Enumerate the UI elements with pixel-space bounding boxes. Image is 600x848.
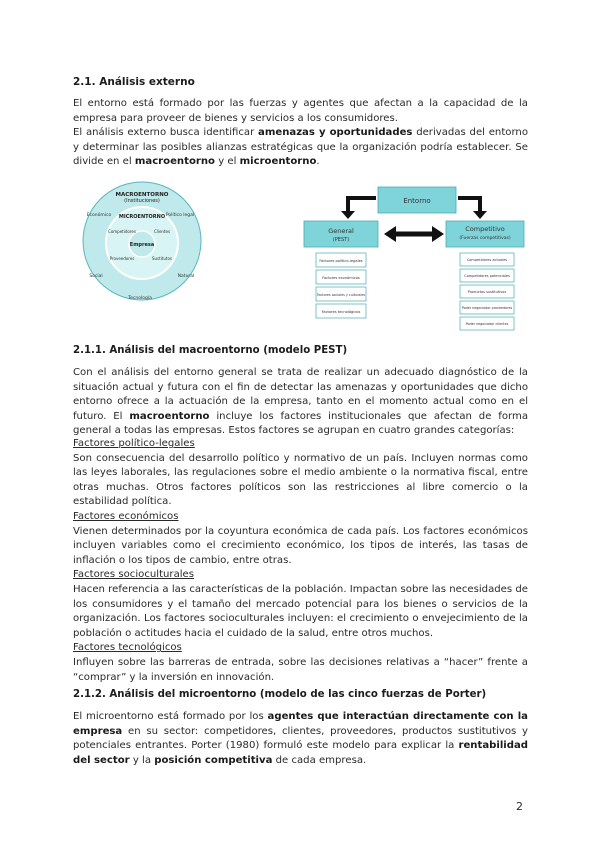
circle-label-suppliers: Proveedores <box>109 256 135 261</box>
general-title: General <box>328 227 354 235</box>
analysis-paragraph: El análisis externo busca identificar amenazas y oportunidades derivadas del entorno y determinar las posibles alianzas estratégicas que la organización podría establecer. Se divide en el macroentorno y el microentorno. <box>73 127 528 168</box>
page-number: 2 <box>516 800 523 813</box>
environment-flow-diagram <box>300 183 528 335</box>
factors-block <box>73 437 528 685</box>
double-arrow-left-head <box>384 226 396 242</box>
competitive-item: Competidores potenciales <box>464 274 510 278</box>
circle-label-political: Político legal <box>165 213 195 218</box>
micro-title: 2.1.2. Análisis del microentorno (modelo de las cinco fuerzas de Porter) <box>73 689 487 700</box>
general-item: Factores sociales y culturales <box>316 293 366 297</box>
company-label: Empresa <box>129 242 155 248</box>
factor-economic-title: Factores económicos <box>73 510 179 522</box>
arrow-right-head <box>473 211 487 219</box>
circle-label-tech: Tecnología <box>128 296 152 301</box>
circle-label-natural: Natural <box>177 274 195 279</box>
factor-political-text: Son consecuencia del desarrollo político y normativo de un país. Incluyen normas como las leyes laborales, las regulaciones sobre el medio ambiente o la normativa fiscal, entre otras muchas. Otros factores políticos son las restricciones al libre comercio o la estabilidad política. <box>73 452 528 508</box>
macro-sublabel: (Instituciones) <box>124 198 160 204</box>
competitive-item: Poder negociador proveedores <box>461 306 513 310</box>
general-item: Factores político-legales <box>319 259 363 263</box>
macro-label: MACROENTORNO <box>115 192 169 198</box>
competitive-title: Competitivo <box>465 225 505 233</box>
macro-paragraph: Con el análisis del entorno general se trata de realizar un adecuado diagnóstico de la situación actual y futura con el fin de detectar las amenazas y oportunidades que dicho entorno ofrece a la actuación de la empresa, tanto en el momento actual como en el futuro. El macroentorno incluye los factores institucionales que afectan de forma general a todas las empresas. Estos factores se agrupan en cuatro grandes categorías: <box>73 367 529 437</box>
competitive-subtitle: (Fuerzas competitivas) <box>459 236 511 241</box>
circle-label-substitutes: Sustitutos <box>151 256 173 261</box>
macro-title: 2.1.1. Análisis del macroentorno (modelo PEST) <box>73 345 348 356</box>
circle-label-social: Social <box>89 274 103 279</box>
general-item: Factores económicos <box>322 276 360 280</box>
arrow-left <box>348 198 376 211</box>
environment-circles-diagram <box>82 176 202 306</box>
competitive-item: Productos sustitutivos <box>467 290 507 294</box>
general-item: Factores tecnológicos <box>321 310 361 314</box>
factor-tech-text: Influyen sobre las barreras de entrada, sobre las decisiones relativas a “hacer” frente a “comprar” y la inversión en innovación. <box>73 656 528 683</box>
circle-label-economic: Económico <box>86 213 112 218</box>
circle-label-competitors: Competidores <box>108 229 136 234</box>
arrow-left-head <box>341 211 355 219</box>
micro-label: MICROENTORNO <box>118 214 166 220</box>
factor-political-title: Factores político-legales <box>73 438 195 449</box>
micro-paragraph: El microentorno está formado por los agentes que interactúan directamente con la empresa en su sector: competidores, clientes, proveedores, productos sustitutivos y potenciales entrantes. Porter (1980) formuló este modelo para explicar la rentabilidad del sector y la posición competitiva de cada empresa. <box>73 711 528 766</box>
intro-paragraph: El entorno está formado por las fuerzas y agentes que afectan a la capacidad de la empresa para proveer de bienes y servicios a los consumidores. <box>73 98 528 124</box>
factor-social-title: Factores socioculturales <box>73 569 195 581</box>
factor-tech-title: Factores tecnológicos <box>73 642 182 654</box>
factor-economic-text: Vienen determinados por la coyuntura económica de cada país. Los factores económicos incluyen variables como el crecimiento económico, los tipos de interés, las tasas de inflación o los tipos de cambio, entre otras. <box>73 525 528 566</box>
factor-social-text: Hacen referencia a las características de la población. Impactan sobre las necesidades de los consumidores y el tamaño del mercado potencial para los bienes o servicios de la organización. Los factores socioculturales incluyen: el crecimiento o envejecimiento de la población o actitudes hacia el cuidado de la salud, entre otros muchos. <box>73 583 528 639</box>
general-subtitle: (PEST) <box>332 237 350 243</box>
circle-label-clients: Clientes <box>153 229 171 234</box>
competitive-items <box>460 253 514 330</box>
section-title: 2.1. Análisis externo <box>73 76 195 88</box>
competitive-item: Poder negociador clientes <box>465 322 509 326</box>
double-arrow-right-head <box>432 226 444 242</box>
competitive-item: Competidores actuales <box>466 258 508 262</box>
entorno-label: Entorno <box>403 197 431 205</box>
arrow-right <box>458 198 480 211</box>
general-items <box>316 253 366 318</box>
